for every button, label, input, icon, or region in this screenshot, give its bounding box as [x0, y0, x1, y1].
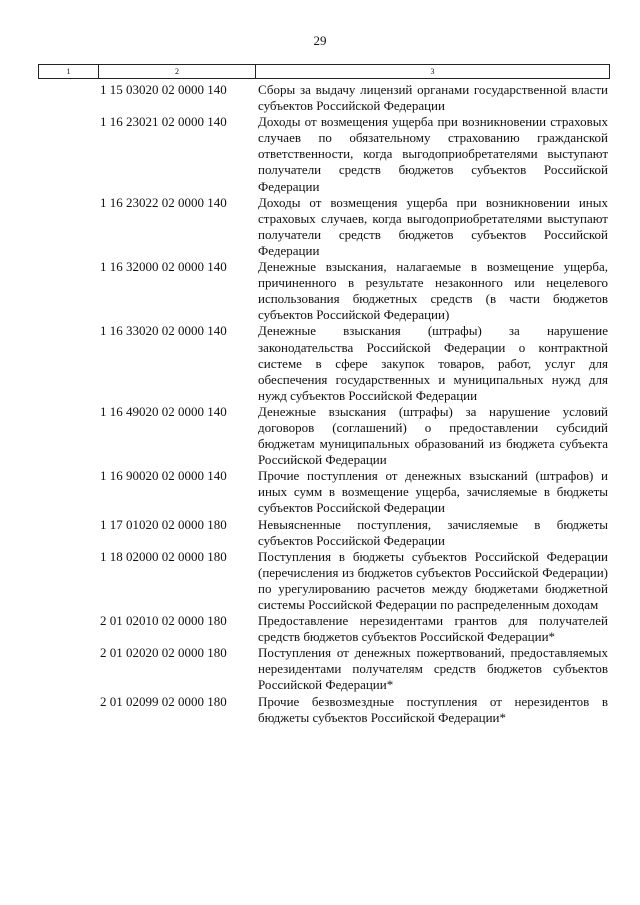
revenue-description: Невыясненные поступления, зачисляемые в бюджеты субъектов Российской Федерации — [258, 516, 608, 548]
page-number: 29 — [313, 33, 327, 48]
budget-code: 1 16 23022 02 0000 140 — [100, 194, 227, 210]
column-header-3: 3 — [430, 67, 435, 76]
table-row — [38, 468, 610, 516]
budget-code: 1 15 03020 02 0000 140 — [100, 82, 227, 97]
table-row — [38, 549, 610, 613]
budget-code: 1 16 33020 02 0000 140 — [100, 323, 227, 339]
revenue-description: Поступления от денежных пожертвований, предоставляемых нерезидентами получателям средств бюджетов субъектов Российской Федерации* — [258, 645, 608, 693]
revenue-description: Прочие поступления от денежных взысканий (штрафов) и иных сумм в возмещение ущерба, зачисляемые в бюджеты субъектов Российской Федерации — [258, 468, 608, 516]
revenue-description: Доходы от возмещения ущерба при возникновении страховых случаев по обязательному страхованию гражданской ответственности, когда выгодоприобретателями выступают получатели средств бюджетов субъектов Российской Федерации — [258, 114, 608, 194]
table-row — [38, 694, 610, 726]
budget-code: 2 01 02099 02 0000 180 — [100, 693, 227, 709]
revenue-description: Сборы за выдачу лицензий органами государственной власти субъектов Российской Федерации — [258, 82, 608, 114]
table-row — [38, 195, 610, 259]
table-row — [38, 613, 610, 645]
table-body — [38, 82, 610, 726]
budget-code: 2 01 02010 02 0000 180 — [100, 613, 227, 629]
table-row — [38, 404, 610, 468]
table-row — [38, 323, 610, 403]
budget-code: 1 18 02000 02 0000 180 — [100, 548, 227, 564]
budget-code: 2 01 02020 02 0000 180 — [100, 645, 227, 661]
revenue-description: Предоставление нерезидентами грантов для получателей средств бюджетов субъектов Российской Федерации* — [258, 613, 608, 645]
budget-code: 1 16 32000 02 0000 140 — [100, 259, 227, 275]
table-header — [38, 64, 610, 79]
revenue-description: Поступления в бюджеты субъектов Российской Федерации (перечисления из бюджетов субъектов Российской Федерации) по урегулированию расчетов между бюджетами бюджетной системы Российской Федерации по распределенным доходам — [258, 548, 608, 612]
budget-code: 1 17 01020 02 0000 180 — [100, 516, 227, 532]
budget-code: 1 16 90020 02 0000 140 — [100, 468, 227, 484]
column-header-1: 1 — [39, 65, 99, 78]
table-row — [38, 645, 610, 693]
revenue-description: Доходы от возмещения ущерба при возникновении иных страховых случаев, когда выгодоприобретателями выступают получатели средств бюджетов субъектов Российской Федерации — [258, 194, 608, 258]
table-row — [38, 82, 610, 114]
budget-code: 1 16 23021 02 0000 140 — [100, 114, 227, 130]
revenue-description: Денежные взыскания (штрафы) за нарушение условий договоров (соглашений) о предоставлении субсидий бюджетам муниципальных образований из бюджета субъекта Российской Федерации — [258, 403, 608, 468]
table-row — [38, 259, 610, 323]
revenue-description: Денежные взыскания, налагаемые в возмещение ущерба, причиненного в результате незаконного или нецелевого использования бюджетных средств (в части бюджетов субъектов Российской Федерации) — [258, 259, 608, 323]
table-row — [38, 517, 610, 549]
revenue-description: Прочие безвозмездные поступления от нерезидентов в бюджеты субъектов Российской Федерации* — [258, 693, 608, 725]
budget-code: 1 16 49020 02 0000 140 — [100, 403, 227, 419]
table-row — [38, 114, 610, 194]
revenue-description: Денежные взыскания (штрафы) за нарушение законодательства Российской Федерации о контрактной системе в сфере закупок товаров, работ, услуг для обеспечения государственных и муниципальных нужд для нужд субъектов Российской Федерации — [258, 323, 608, 403]
column-header-2: 2 — [99, 65, 256, 78]
